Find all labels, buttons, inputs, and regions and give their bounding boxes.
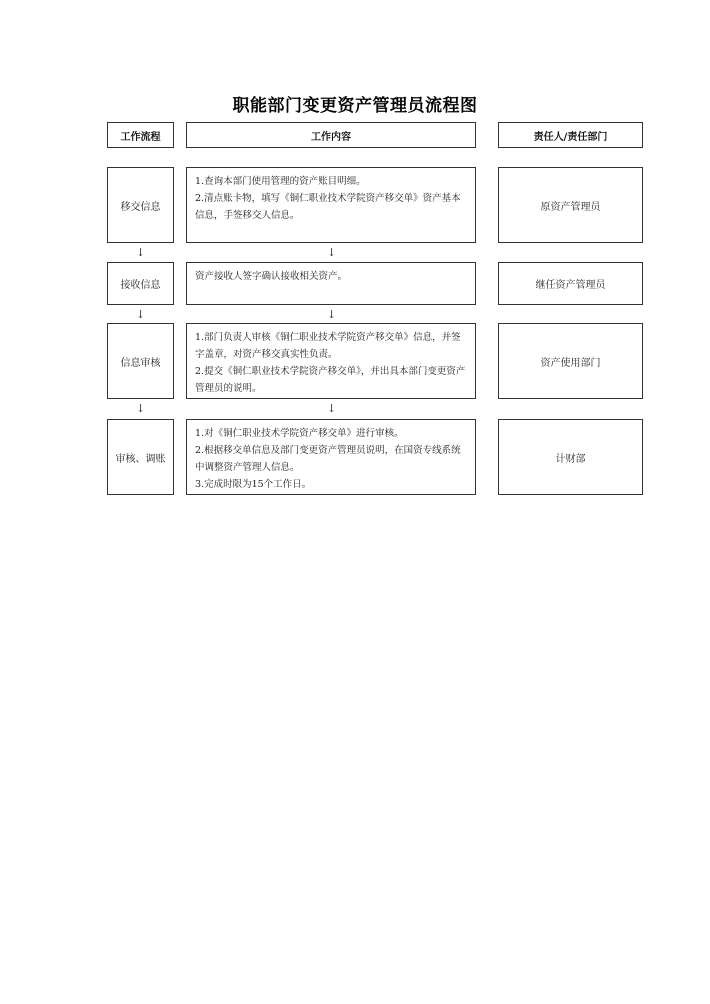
content-line: 1.查询本部门使用管理的资产账目明细。	[195, 176, 366, 187]
content-line: 3.完成时限为15个工作日。	[195, 479, 312, 490]
content-line: 2.提交《铜仁职业技术学院资产移交单》，并出具本部门变更资产管理员的说明。	[195, 366, 466, 394]
content-line: 1.对《铜仁职业技术学院资产移交单》进行审核。	[195, 428, 404, 439]
step-content-4	[186, 419, 476, 495]
step-name-2: 接收信息	[107, 262, 174, 305]
header-process: 工作流程	[107, 122, 174, 148]
down-arrow-icon: ↓	[136, 246, 146, 259]
content-line: 1.部门负责人审核《铜仁职业技术学院资产移交单》信息，并签字盖章，对资产移交真实性负责。	[195, 332, 461, 360]
down-arrow-icon: ↓	[136, 308, 146, 321]
header-responsible: 责任人/责任部门	[498, 122, 643, 148]
down-arrow-icon: ↓	[136, 402, 146, 415]
down-arrow-icon: ↓	[327, 402, 337, 415]
content-line: 2.清点账卡物，填写《铜仁职业技术学院资产移交单》资产基本信息，手签移交人信息。	[195, 193, 461, 221]
step-responsible-1: 原资产管理员	[498, 167, 643, 243]
down-arrow-icon: ↓	[327, 246, 337, 259]
page-title: 职能部门变更资产管理员流程图	[232, 96, 478, 116]
step-name-3: 信息审核	[107, 323, 174, 399]
step-name-4: 审核、调账	[107, 419, 174, 495]
step-responsible-3: 资产使用部门	[498, 323, 643, 399]
step-responsible-2: 继任资产管理员	[498, 262, 643, 305]
content-line: 2.根据移交单信息及部门变更资产管理员说明，在国资专线系统中调整资产管理人信息。	[195, 445, 461, 473]
step-responsible-4: 计财部	[498, 419, 643, 495]
step-name-1: 移交信息	[107, 167, 174, 243]
content-line: 资产接收人签字确认接收相关资产。	[195, 271, 348, 282]
down-arrow-icon: ↓	[327, 308, 337, 321]
step-content-3	[186, 323, 476, 399]
step-content-2	[186, 262, 476, 305]
step-content-1	[186, 167, 476, 243]
header-content: 工作内容	[186, 122, 476, 148]
